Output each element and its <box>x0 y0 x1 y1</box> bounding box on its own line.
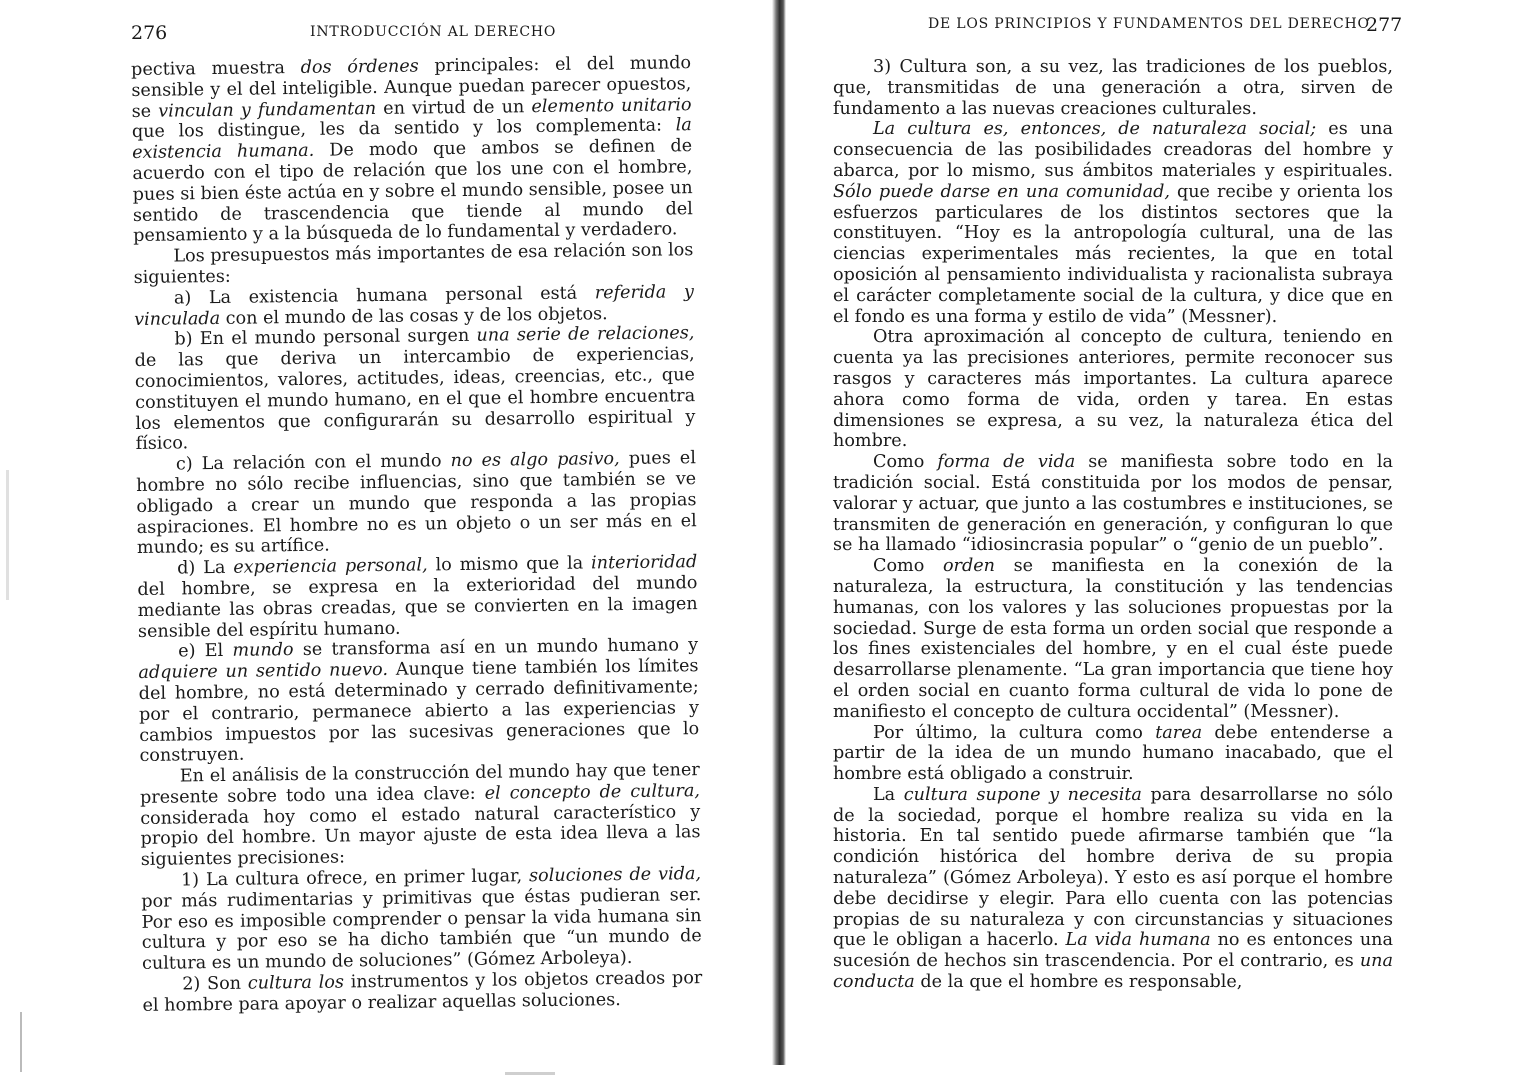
page-number: 277 <box>1366 14 1403 36</box>
paragraph: 1) La cultura ofrece, en primer lugar, soluciones de vida, por más rudimentarias y primitivas que éstas pudieran ser. Por eso es imposible comprender o pensar la vida humana sin cultura y por eso se ha dicho también que “un mundo de cultura es un mundo de soluciones” (Gómez Arboleya). <box>141 864 702 975</box>
emphasis: tarea <box>1155 722 1203 743</box>
paragraph: e) El mundo se transforma así en un mundo humano y adquiere un sentido nuevo. Aunque tiene también los límites del hombre, no está determinado y cerrado definitivamente; por el contrario, permanece abierto a las experiencias y cambios impuestos por las sucesivas generaciones que lo construyen. <box>138 635 700 767</box>
emphasis: cultura los <box>247 972 345 994</box>
paragraph: Otra aproximación al concepto de cultura, teniendo en cuenta ya las precisiones anteriores, permite reconocer sus rasgos y caracteres más importantes. La cultura aparece ahora como forma de vida, orden y tarea. En estas dimensiones se expresa, a su vez, la naturaleza ética del hombre. <box>833 327 1393 452</box>
paragraph: 3) Cultura son, a su vez, las tradiciones de los pueblos, que, transmitidas de una generación a otra, sirven de fundamento a las nuevas creaciones culturales. <box>833 57 1393 119</box>
paragraph: Por último, la cultura como tarea debe entenderse a partir de la idea de un mundo humano inacabado, que el hombre está obligado a construir. <box>833 722 1393 785</box>
scan-mark <box>505 1072 555 1075</box>
paragraph: pectiva muestra dos órdenes principales: el del mundo sensible y el del inteligible. Aunque puedan parecer opuestos, se vinculan y fundamentan en virtud de un elemento unitario que los distingue, les da sentido y los complementa: la existencia humana. De modo que ambos se definen de acuerdo con el tipo de relación que los une con el hombre, pues si bien éste actúa en y sobre el mundo sensible, posee un sentido de trascendencia que tiende al mundo del pensamiento y a la búsqueda de lo fundamental y verdadero. <box>131 53 693 247</box>
scan-mark <box>20 1012 22 1072</box>
left-page <box>0 0 760 1080</box>
emphasis: vinculan y fundamentan <box>158 98 377 122</box>
paragraph: Los presupuestos más importantes de esa relación son los siguientes: <box>133 240 694 288</box>
paragraph: 2) Son cultura los instrumentos y los objetos creados por el hombre para apoyar o realizar aquellas soluciones. <box>142 968 703 1016</box>
emphasis: forma de vida <box>937 452 1076 473</box>
emphasis: La vida humana <box>1065 930 1211 951</box>
body-text <box>833 57 1393 993</box>
emphasis: la existencia humana. <box>132 115 692 164</box>
emphasis: referida y vinculada <box>134 281 694 330</box>
running-head: INTRODUCCIÓN AL DERECHO <box>310 24 557 40</box>
emphasis: interioridad <box>590 552 698 574</box>
running-head: DE LOS PRINCIPIOS Y FUNDAMENTOS DEL DERECHO <box>928 16 1370 32</box>
emphasis: Sólo puede darse en una comunidad, <box>833 181 1170 202</box>
paragraph: a) La existencia humana personal está referida y vinculada con el mundo de las cosas y de los objetos. <box>134 281 694 330</box>
paragraph: b) En el mundo personal surgen una serie de relaciones, de las que deriva un intercambio de experiencias, conocimientos, valores, actitudes, ideas, creencias, etc., que constituyen el mundo humano, en el que el hombre encuentra los elementos que configurarán su desarrollo espiritual y físico. <box>134 323 696 455</box>
emphasis: dos órdenes <box>300 56 419 78</box>
emphasis: el concepto de cultura, <box>484 780 701 804</box>
paragraph: c) La relación con el mundo no es algo pasivo, pues el hombre no sólo recibe influencias, sino que también se ve obligado a crear un mundo que responda a las propias aspiraciones. El hombre no es un objeto o un ser más en el mundo; es su artífice. <box>136 448 697 559</box>
emphasis: orden <box>942 556 995 577</box>
emphasis: no es algo pasivo, <box>450 449 620 472</box>
emphasis: soluciones de vida, <box>528 864 702 887</box>
paragraph: Como orden se manifiesta en la conexión de la naturaleza, la estructura, la constitución y las tendencias humanas, con los valores y las soluciones propuestas por la sociedad. Surge de esta forma un orden social que responde a los fines existenciales del hombre, y en el cual éste puede desarrollarse plenamente. “La gran importancia que tiene hoy el orden social en cuanto forma cultural de vida lo pone de manifiesto el concepto de cultura occidental” (Messner). <box>833 556 1393 722</box>
paragraph: La cultura es, entonces, de naturaleza social; es una consecuencia de las posibilidades creadoras del hombre y abarca, por lo mismo, sus ámbitos materiales y espirituales. Sólo puede darse en una comunidad, que recibe y orienta los esfuerzos particulares de los distintos sectores que la constituyen. “Hoy es la antropología cultural, una de las ciencias experimentales más recientes, la que en total oposición al pensamiento individualista y racionalista subraya el carácter completamente social de la cultura, y dice que en el fondo es una forma y estilo de vida” (Messner). <box>833 119 1393 327</box>
scan-mark <box>6 470 9 600</box>
emphasis: elemento unitario <box>531 94 692 117</box>
paragraph: Como forma de vida se manifiesta sobre todo en la tradición social. Está constituida por los modos de pensar, valorar y actuar, que junto a las costumbres e instituciones, se transmiten de generación en generación, y configuran lo que se ha llamado “idiosincrasia popular” o “genio de un pueblo”. <box>833 452 1393 556</box>
emphasis: cultura supone y necesita <box>903 784 1142 805</box>
page-number: 276 <box>131 22 168 44</box>
emphasis: una conducta <box>833 951 1393 993</box>
emphasis: adquiere un sentido nuevo. <box>138 660 389 684</box>
right-page <box>770 0 1526 1080</box>
emphasis: La cultura es, entonces, de naturaleza social; <box>873 119 1317 140</box>
emphasis: mundo <box>232 640 294 662</box>
emphasis: experiencia personal, <box>233 555 428 578</box>
paragraph: La cultura supone y necesita para desarrollarse no sólo de la sociedad, porque el hombre realiza su vida en la historia. En tal sentido puede afirmarse también que “la condición histórica del hombre deriva de su propia naturaleza” (Gómez Arboleya). Y esto es así porque el hombre debe decidirse y elegir. Para ello cuenta con las potencias propias de su naturaleza y con circunstancias y situaciones que le obligan a hacerlo. La vida humana no es entonces una sucesión de hechos sin trascendencia. Por el contrario, es una conducta de la que el hombre es responsable, <box>833 784 1393 993</box>
paragraph: En el análisis de la construcción del mundo hay que tener presente sobre todo una idea clave: el concepto de cultura, considerada hoy como el estado natural característico y propio del hombre. Un mayor ajuste de esta idea lleva a las siguientes precisiones: <box>139 760 701 871</box>
emphasis: una serie de relaciones, <box>476 323 695 347</box>
body-text <box>131 53 703 1016</box>
paragraph: d) La experiencia personal, lo mismo que la interioridad del hombre, se expresa en la exterioridad del mundo mediante las obras creadas, que se convierten en la imagen sensible del espíritu humano. <box>137 552 698 642</box>
